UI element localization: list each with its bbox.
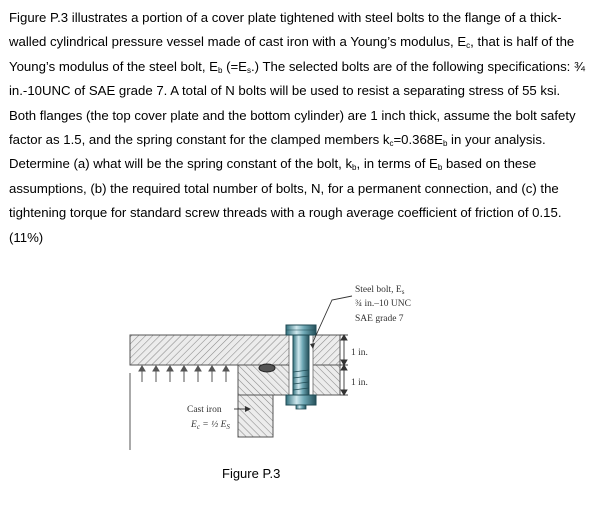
bolt-nut <box>286 395 316 405</box>
dim-bottom-label: 1 in. <box>351 378 368 388</box>
dim-top-label: 1 in. <box>351 348 368 358</box>
modulus-label: $E_c$ = ½ $E_S$ <box>191 420 230 431</box>
figure-caption: Figure P.3 <box>222 466 281 481</box>
problem-statement: Figure P.3 illustrates a portion of a cover plate tightened with steel bolts to the flange of a thick-walled cylindrical pressure vessel made of cast iron with a Young’s modulus, $E_c$, that is half of the Young’s modulus of the steel bolt, $E_b$ $(=E_s.)$ The selected bolts are of the following specifications: ¾ in.-10UNC of SAE grade 7. A total of N bolts will be used to resist a separating stress of 55 ksi. Both flanges (the top cover plate and the bottom cylinder) are 1 inch thick, assume the bolt safety factor as 1.5, and the spring constant for the clamped members $k_c=0.368E_b$ in your analysis. Determine (a) what will be the spring constant of the bolt, $k_b$, in terms of $E_b$ based on these assumptions, (b) the required total number of bolts, N, for a permanent connection, and (c) the tightening torque for standard screw threads with a rough average coefficient of friction of 0.15. (11%) <box>9 10 585 245</box>
bolt-label-line2: ¾ in.–10 UNC <box>355 299 411 309</box>
material-label: Cast iron <box>187 405 222 415</box>
bolt-shank <box>293 330 309 402</box>
cylinder-wall <box>238 395 273 437</box>
bolt-label-line1: Steel bolt, $E_s$ <box>355 285 405 296</box>
seal-ring <box>259 364 275 372</box>
bolt-label-line3: SAE grade 7 <box>355 314 404 324</box>
dimension-lines <box>340 335 348 395</box>
